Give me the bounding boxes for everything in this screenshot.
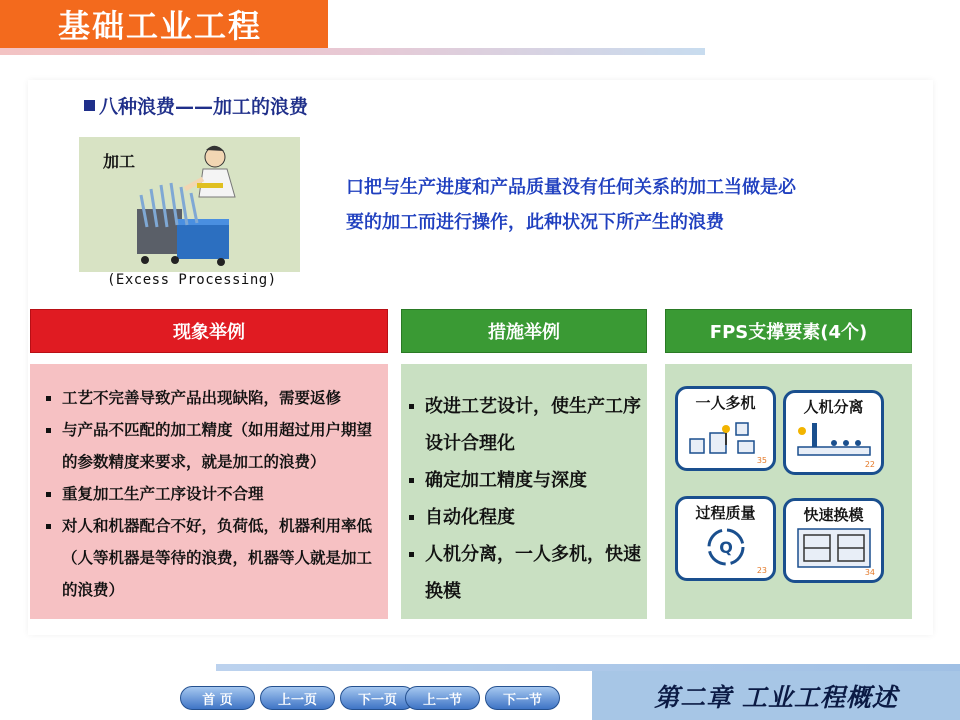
section-subtitle	[84, 92, 308, 119]
slide-title-text: 基础工业工程	[58, 7, 263, 45]
excess-processing-illustration	[79, 137, 300, 272]
title-underline	[0, 48, 705, 55]
prev-section-button[interactable]: 上一节	[405, 686, 480, 710]
fps-card-page: 22	[864, 460, 875, 469]
fps-header	[665, 309, 912, 353]
fps-card-title: 过程质量	[695, 504, 756, 522]
fps-cards-box	[665, 364, 912, 619]
phenomena-header-label: 现象举例	[173, 322, 245, 343]
list-item: 确定加工精度与深度	[407, 462, 645, 499]
fps-card-title: 一人多机	[695, 394, 756, 412]
fps-card-page: 23	[756, 566, 767, 575]
home-button[interactable]: 首 页	[180, 686, 255, 710]
description-line-1: 口把与生产进度和产品质量没有任何关系的加工当做是必	[346, 177, 796, 198]
fps-card-quick-die-change[interactable]	[783, 498, 884, 583]
svg-text:Q: Q	[719, 538, 733, 557]
list-item: 重复加工生产工序设计不合理	[44, 478, 380, 510]
fps-card-page: 34	[864, 568, 875, 577]
list-item: 改进工艺设计，使生产工序设计合理化	[407, 388, 645, 462]
fps-card-title: 人机分离	[803, 398, 864, 416]
list-item: 工艺不完善导致产品出现缺陷，需要返修	[44, 382, 380, 414]
measures-header-label: 措施举例	[488, 322, 560, 343]
description-line-2: 要的加工而进行操作，此种状况下所产生的浪费	[346, 212, 724, 233]
waste-description	[346, 170, 886, 240]
list-item: 与产品不匹配的加工精度（如用超过用户期望的参数精度来要求，就是加工的浪费）	[44, 414, 380, 478]
fps-card-process-quality[interactable]	[675, 496, 776, 581]
phenomena-list-box	[30, 364, 388, 619]
prev-page-button[interactable]: 上一页	[260, 686, 335, 710]
phenomena-list	[44, 382, 380, 606]
next-section-button[interactable]: 下一节	[485, 686, 560, 710]
worker-machines-icon	[686, 413, 766, 461]
fps-card-multi-machine[interactable]	[675, 386, 776, 471]
measures-list-box	[401, 364, 647, 619]
chapter-label: 第二章 工业工程概述	[592, 671, 960, 720]
slide-title	[0, 0, 328, 50]
die-change-icon	[794, 525, 874, 573]
list-item: 人机分离，一人多机，快速换模	[407, 536, 645, 610]
worker-at-machine-icon	[79, 137, 300, 272]
quality-cycle-icon	[686, 523, 766, 571]
fps-card-title: 快速换模	[803, 506, 864, 524]
fps-header-label: FPS支撑要素(4个)	[709, 322, 868, 343]
section-subtitle-text: 八种浪费——加工的浪费	[99, 96, 309, 118]
list-item: 对人和机器配合不好，负荷低，机器利用率低（人等机器是等待的浪费，机器等人就是加工的浪费）	[44, 510, 380, 606]
measures-header	[401, 309, 647, 353]
measures-list	[407, 388, 645, 610]
illustration-caption: (Excess Processing)	[107, 272, 277, 288]
illustration-label: 加工	[103, 152, 136, 171]
footer-bar	[216, 664, 960, 671]
fps-card-man-machine-separation[interactable]	[783, 390, 884, 475]
phenomena-header	[30, 309, 388, 353]
bullet-square-icon	[84, 100, 95, 111]
fps-card-page: 35	[756, 456, 767, 465]
list-item: 自动化程度	[407, 499, 645, 536]
next-page-button[interactable]: 下一页	[340, 686, 415, 710]
conveyor-icon	[794, 417, 874, 465]
